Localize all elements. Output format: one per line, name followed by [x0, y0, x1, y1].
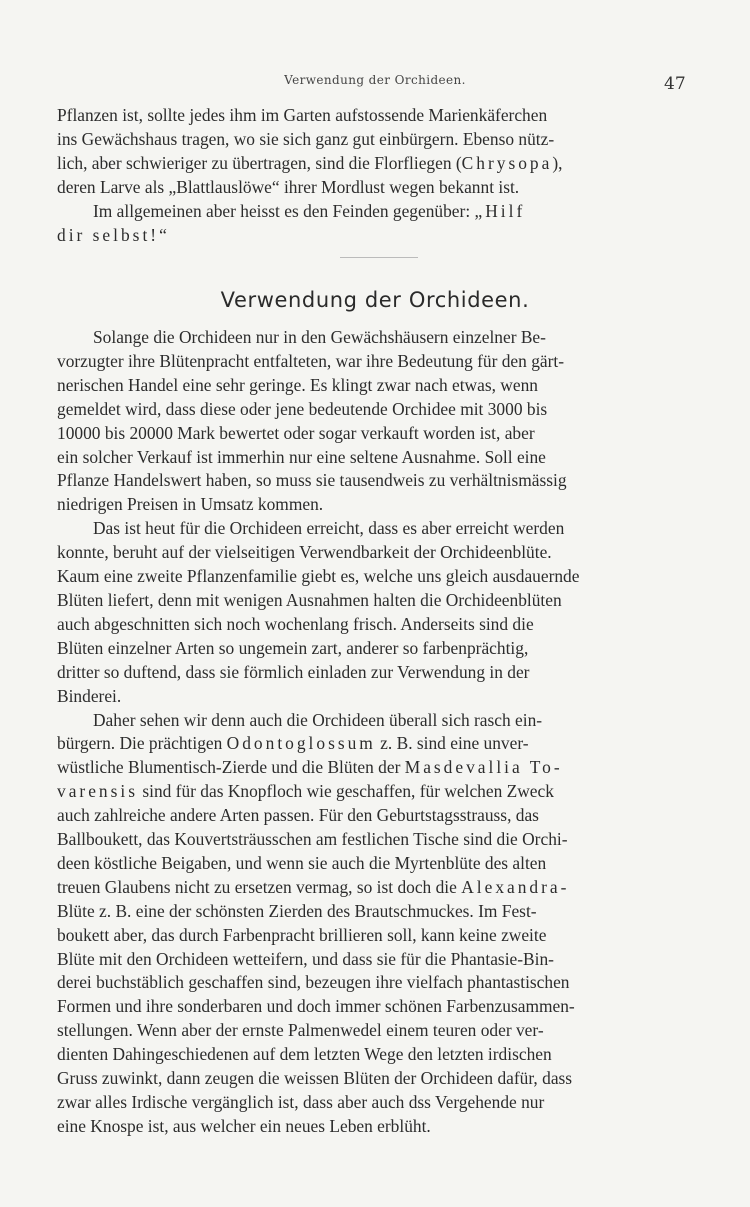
spaced-term: varensis: [57, 781, 138, 802]
spaced-term: Chrysopa: [461, 152, 553, 173]
section-divider: [340, 257, 418, 258]
previous-section-ending: [57, 104, 694, 247]
spaced-term: Alexandra-: [461, 876, 570, 897]
spaced-term: Odontoglossum: [226, 733, 376, 754]
section-heading: Verwendung der Orchideen.: [220, 288, 530, 312]
spaced-quote: dir selbst!“: [57, 224, 170, 245]
section-body: [57, 326, 694, 1139]
spaced-quote: „Hilf: [474, 200, 526, 221]
running-header: Verwendung der Orchideen.: [284, 73, 466, 87]
paragraph-marienkaefer: Pflanzen ist, sollte jedes ihm im Garten aufstossende Marienkäferchen ins Gewächshaus tragen, wo sie sich ganz gut einbürgern. Ebenso nütz- lich, aber schwieriger zu übertragen, sind die Florfliegen (Chrysopa), deren Larve als „Blattlauslöwe“ ihrer Mordlust wegen bekannt ist.: [57, 105, 563, 197]
paragraph-2: Das ist heut für die Orchideen erreicht, dass es aber erreicht werden konnte, beruht auf der vielseitigen Verwendbarkeit der Orchideenblüte. Kaum eine zweite Pflanzenfamilie giebt es, welche uns gleich ausdauernde Blüten liefert, denn mit wenigen Ausnahmen halten die Orchideenblüten auch abgeschnitten sich noch wochenlang frisch. Anderseits sind die Blüten einzelner Arten so ungemein zart, anderer so farbenprächtig, dritter so duftend, dass sie förmlich einladen zur Verwendung in der Binderei.: [57, 518, 580, 706]
spaced-term: Masdevallia To-: [404, 757, 563, 778]
page-number: 47: [664, 74, 686, 94]
paragraph-1: Solange die Orchideen nur in den Gewächshäusern einzelner Be- vorzugter ihre Blütenpracht entfalteten, war ihre Bedeutung für den gärt- nerischen Handel eine sehr geringe. Es klingt zwar nach etwas, wenn gemeldet wird, dass diese oder jene bedeutende Orchidee mit 3000 bis 10000 bis 20000 Mark bewertet oder sogar verkauft worden ist, aber ein solcher Verkauf ist immerhin nur eine seltene Ausnahme. Soll eine Pflanze Handelswert haben, so muss sie tausendweis zu verhältnismässig niedrigen Preisen in Umsatz kommen.: [57, 327, 567, 515]
paragraph-hilf-dir-selbst: Im allgemeinen aber heisst es den Feinden gegenüber: „Hilf dir selbst!“: [57, 200, 526, 245]
paragraph-3: Daher sehen wir denn auch die Orchideen überall sich rasch ein- bürgern. Die prächtigen Odontoglossum z. B. sind eine unver- wüstliche Blumentisch-Zierde und die Blüten der Masdevallia To- varensis sind für das Knopfloch wie geschaffen, für welchen Zweck auch zahlreiche andere Arten passen. Für den Geburtstagsstrauss, das Ballboukett, das Kouvertsträusschen am festlichen Tische sind die Orchi- deen köstliche Beigaben, und wenn sie auch die Myrtenblüte des alten treuen Glaubens nicht zu ersetzen vermag, so ist doch die Alexandra- Blüte z. B. eine der schönsten Zierden des Brautschmuckes. Im Fest- boukett aber, das durch Farbenpracht brillieren soll, kann keine zweite Blüte mit den Orchideen wetteifern, und dass sie für die Phantasie-Bin- derei buchstäblich geschaffen sind, bezeugen ihre vielfach phantastischen Formen und ihre sonderbaren und doch immer schönen Farbenzusammen- stellungen. Wenn aber der ernste Palmenwedel einem teuren oder ver- dienten Dahingeschiedenen auf dem letzten Wege den letzten irdischen Gruss zuwinkt, dann zeugen die weissen Blüten der Orchideen dafür, dass zwar alles Irdische vergänglich ist, dass aber auch dss Vergehende nur eine Knospe ist, aus welcher ein neues Leben erblüht.: [57, 709, 575, 1136]
